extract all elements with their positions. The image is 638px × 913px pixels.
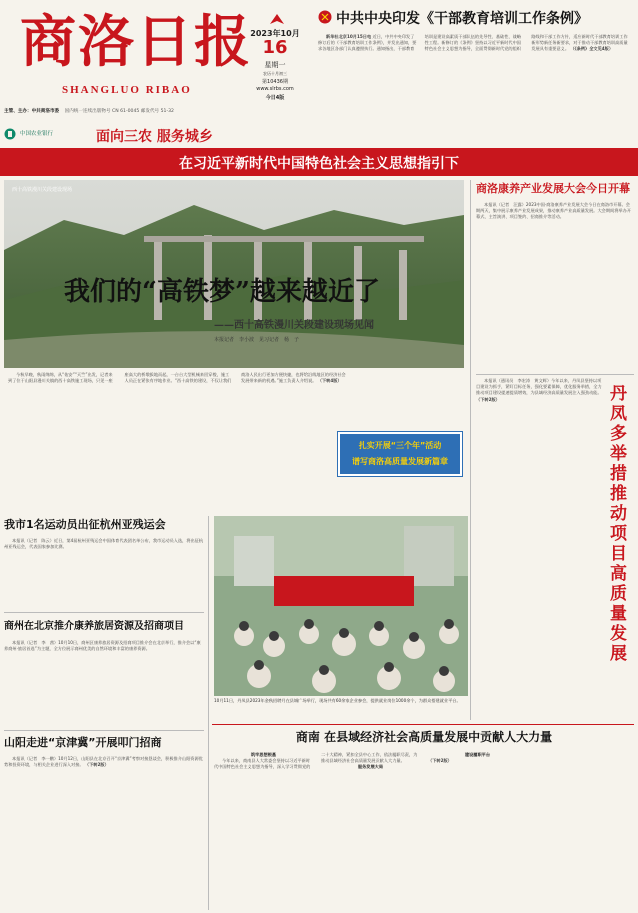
bank-logo-icon	[4, 128, 16, 140]
top-headline-block	[318, 4, 634, 144]
right-story-2	[476, 378, 634, 722]
top-headline-dateline: 新华社北京10月15日电	[326, 34, 372, 39]
left-story-1	[4, 518, 204, 610]
top-headline-continued: （《条例》全文见4版）	[570, 46, 614, 52]
lead-photo	[4, 180, 464, 368]
left-story-3-text: 本报讯（记者 李一鹏）10月12日，山阳县在北京召开“京津冀”考察对接恳谈会，积极推介山阳资源优势和投资环境，与相关企业进行深入对接。	[4, 756, 203, 768]
center-photo	[214, 516, 468, 696]
top-headline-body	[318, 34, 630, 138]
issue-info-3: 今日4版	[265, 95, 285, 101]
bottom-story	[214, 728, 634, 910]
left-story-3-body	[4, 756, 204, 906]
bottom-story-body	[214, 752, 634, 908]
left-story-3-title: 山阳走进“京津冀”开展叩门招商	[4, 736, 162, 749]
left-story-2	[4, 620, 204, 728]
party-emblem-icon	[318, 10, 332, 24]
publication-codes: 国内统一连续出版物号 CN 61-0045 邮发代号 51-32	[64, 109, 174, 114]
bottom-subhead-2: 服务发展大局	[357, 764, 384, 770]
left-story-2-title: 商州在北京推介康养旅居资源及招商项目	[4, 621, 184, 632]
bottom-divider	[212, 724, 634, 725]
center-photo-caption: 10月11日，丹凤县2023年金秋招聘月在县城广场举行，现场共有60余家企业参会，提供就业岗位1000余个，为群众搭建就业平台。	[214, 698, 461, 703]
left-story-3	[4, 736, 204, 910]
issue-info-2: 第10436期	[262, 79, 288, 85]
issue-day: 16	[262, 37, 288, 58]
right-story-1-body: 本报讯（记者 汪露）2023中国·商洛康养产业发展大会今日在商洛市开幕。会期两天，集中展示康养产业发展成果，推动康养产业高质量发展。大会期间将举办开幕式、主旨演讲、项目签约、招商推介等活动。	[476, 202, 631, 220]
left-story-1-title: 我市1名运动员出征杭州亚残运会	[4, 518, 166, 531]
issue-info-1: 农历十月初三	[263, 71, 287, 76]
sponsor-line	[4, 108, 304, 114]
right-story-2-text: 本报讯（通讯员 李宏涛 黄文辉）今年以来，丹凤县坚持以项目建设为抓手，紧盯目标任务，强化要素保障，优化服务举措，全力推动项目建设提速提质增效，为县域经济高质量发展注入强劲动能。	[476, 378, 602, 396]
date-box	[240, 14, 310, 118]
issue-weekday: 星期一	[264, 61, 286, 69]
right-story-2-body	[476, 378, 602, 718]
top-headline-text: 近日，中共中央印发了修订后的《干部教育培训工作条例》，并发出通知，要求各地区各部门认真遵照执行。通知指出，干部教育培训是建设高素质干部队伍的先导性、基础性、战略性工程。新修订的《条例》坚持以习近平新时代中国特色社会主义思想为指导，全面贯彻新时代党的组织路线和干部工作方针，适应新时代干部教育培训工作新形势新任务新要求，对于推动干部教育培训高质量发展具有重要意义。	[318, 34, 628, 52]
campaign-badge-line1: 扎实开展“三个年”活动	[358, 441, 442, 450]
issue-year-month: 2023年10月	[250, 29, 300, 38]
bottom-story-title: 商南 在县域经济社会高质量发展中贡献人大力量	[295, 730, 553, 744]
website: www.slrbs.com	[256, 86, 294, 92]
left-story-1-body: 本报讯（记者 陈云）近日，第4届杭州亚残运会中国体育代表团名单公布，我市运动员入选，将出征杭州亚残运会，代表国家参加比赛。	[4, 538, 204, 550]
lead-story-title: 我们的“高铁梦”越来越近了	[64, 277, 380, 307]
bottom-story-continued: （下转2版）	[428, 758, 452, 764]
left-divider-1	[4, 612, 204, 613]
bottom-subhead-3: 建设履职平台	[464, 752, 491, 757]
left-divider-2	[4, 730, 204, 731]
bank-name: 中国农业银行	[20, 131, 54, 137]
right-divider	[476, 374, 634, 375]
banner	[0, 148, 638, 176]
campaign-badge	[338, 432, 462, 476]
right-story-2-title: 丹凤多举措推动项目高质量发展	[610, 384, 627, 664]
lead-story-continued: （下转4版）	[317, 378, 342, 384]
masthead-pinyin: SHANGLUO RIBAO	[62, 84, 192, 96]
banner-text: 在习近平新时代中国特色社会主义思想指引下	[179, 156, 459, 172]
left-story-2-body: 本报讯（记者 李 茜）10月10日，商州区康养旅居资源及招商项目推介会在北京举行，推介会以“康养商州·旅居首选”为主题，全方位展示商州优美的自然环境和丰富的康养资源。	[4, 640, 201, 652]
left-column-divider	[208, 516, 209, 910]
bank-ad	[4, 126, 244, 144]
bottom-story-text: 今年以来，商南县人大常委会坚持以习近平新时代中国特色社会主义思想为指导，深入学习贯彻党的二十大精神，紧扣全县中心工作，依法履职尽责，为推动县域经济社会高质量发展贡献人大力量。	[214, 752, 418, 770]
right-story-1-title: 商洛康养产业发展大会今日开幕	[476, 182, 630, 195]
right-story-2-continued: （下转2版）	[476, 396, 500, 402]
red-bird-icon	[270, 14, 284, 26]
lead-photo-caption: 西十高铁漫川关段建设现场	[12, 187, 73, 193]
lead-story-text: 今秋早晚，秋雨绵绵，从“佑安”“天竺”出发，记者来到了位于山阳县漫川关镇的西十高铁施工现场，只见一座座高大的桥墩拔地而起，一台台大型机械来回穿梭，施工人员正在紧张有序地作业。“西十高铁的建设，不仅让我们商洛人民出行更加方便快捷，也将给沿线地区的经济社会发展带来新的机遇。”施工负责人介绍说。	[8, 372, 346, 384]
lead-story-byline: 本报记者 李小波 见习记者 杨 子	[214, 337, 300, 343]
bottom-subhead-1: 筑牢思想根基	[250, 752, 277, 757]
top-headline-title: 中共中央印发《干部教育培训工作条例》	[336, 11, 588, 27]
left-story-3-continued: （下转2版）	[84, 762, 109, 768]
column-divider	[470, 180, 471, 720]
sponsor-name: 主管、主办：中共商洛市委	[4, 109, 60, 114]
bank-slogan: 面向三农 服务城乡	[96, 129, 213, 145]
right-story-1	[476, 182, 634, 372]
campaign-badge-line2: 谱写商洛高质量发展新篇章	[352, 457, 448, 466]
masthead-title: 商洛日报	[20, 9, 252, 75]
lead-story-subtitle: ——西十高铁漫川关段建设现场见闻	[214, 320, 374, 331]
